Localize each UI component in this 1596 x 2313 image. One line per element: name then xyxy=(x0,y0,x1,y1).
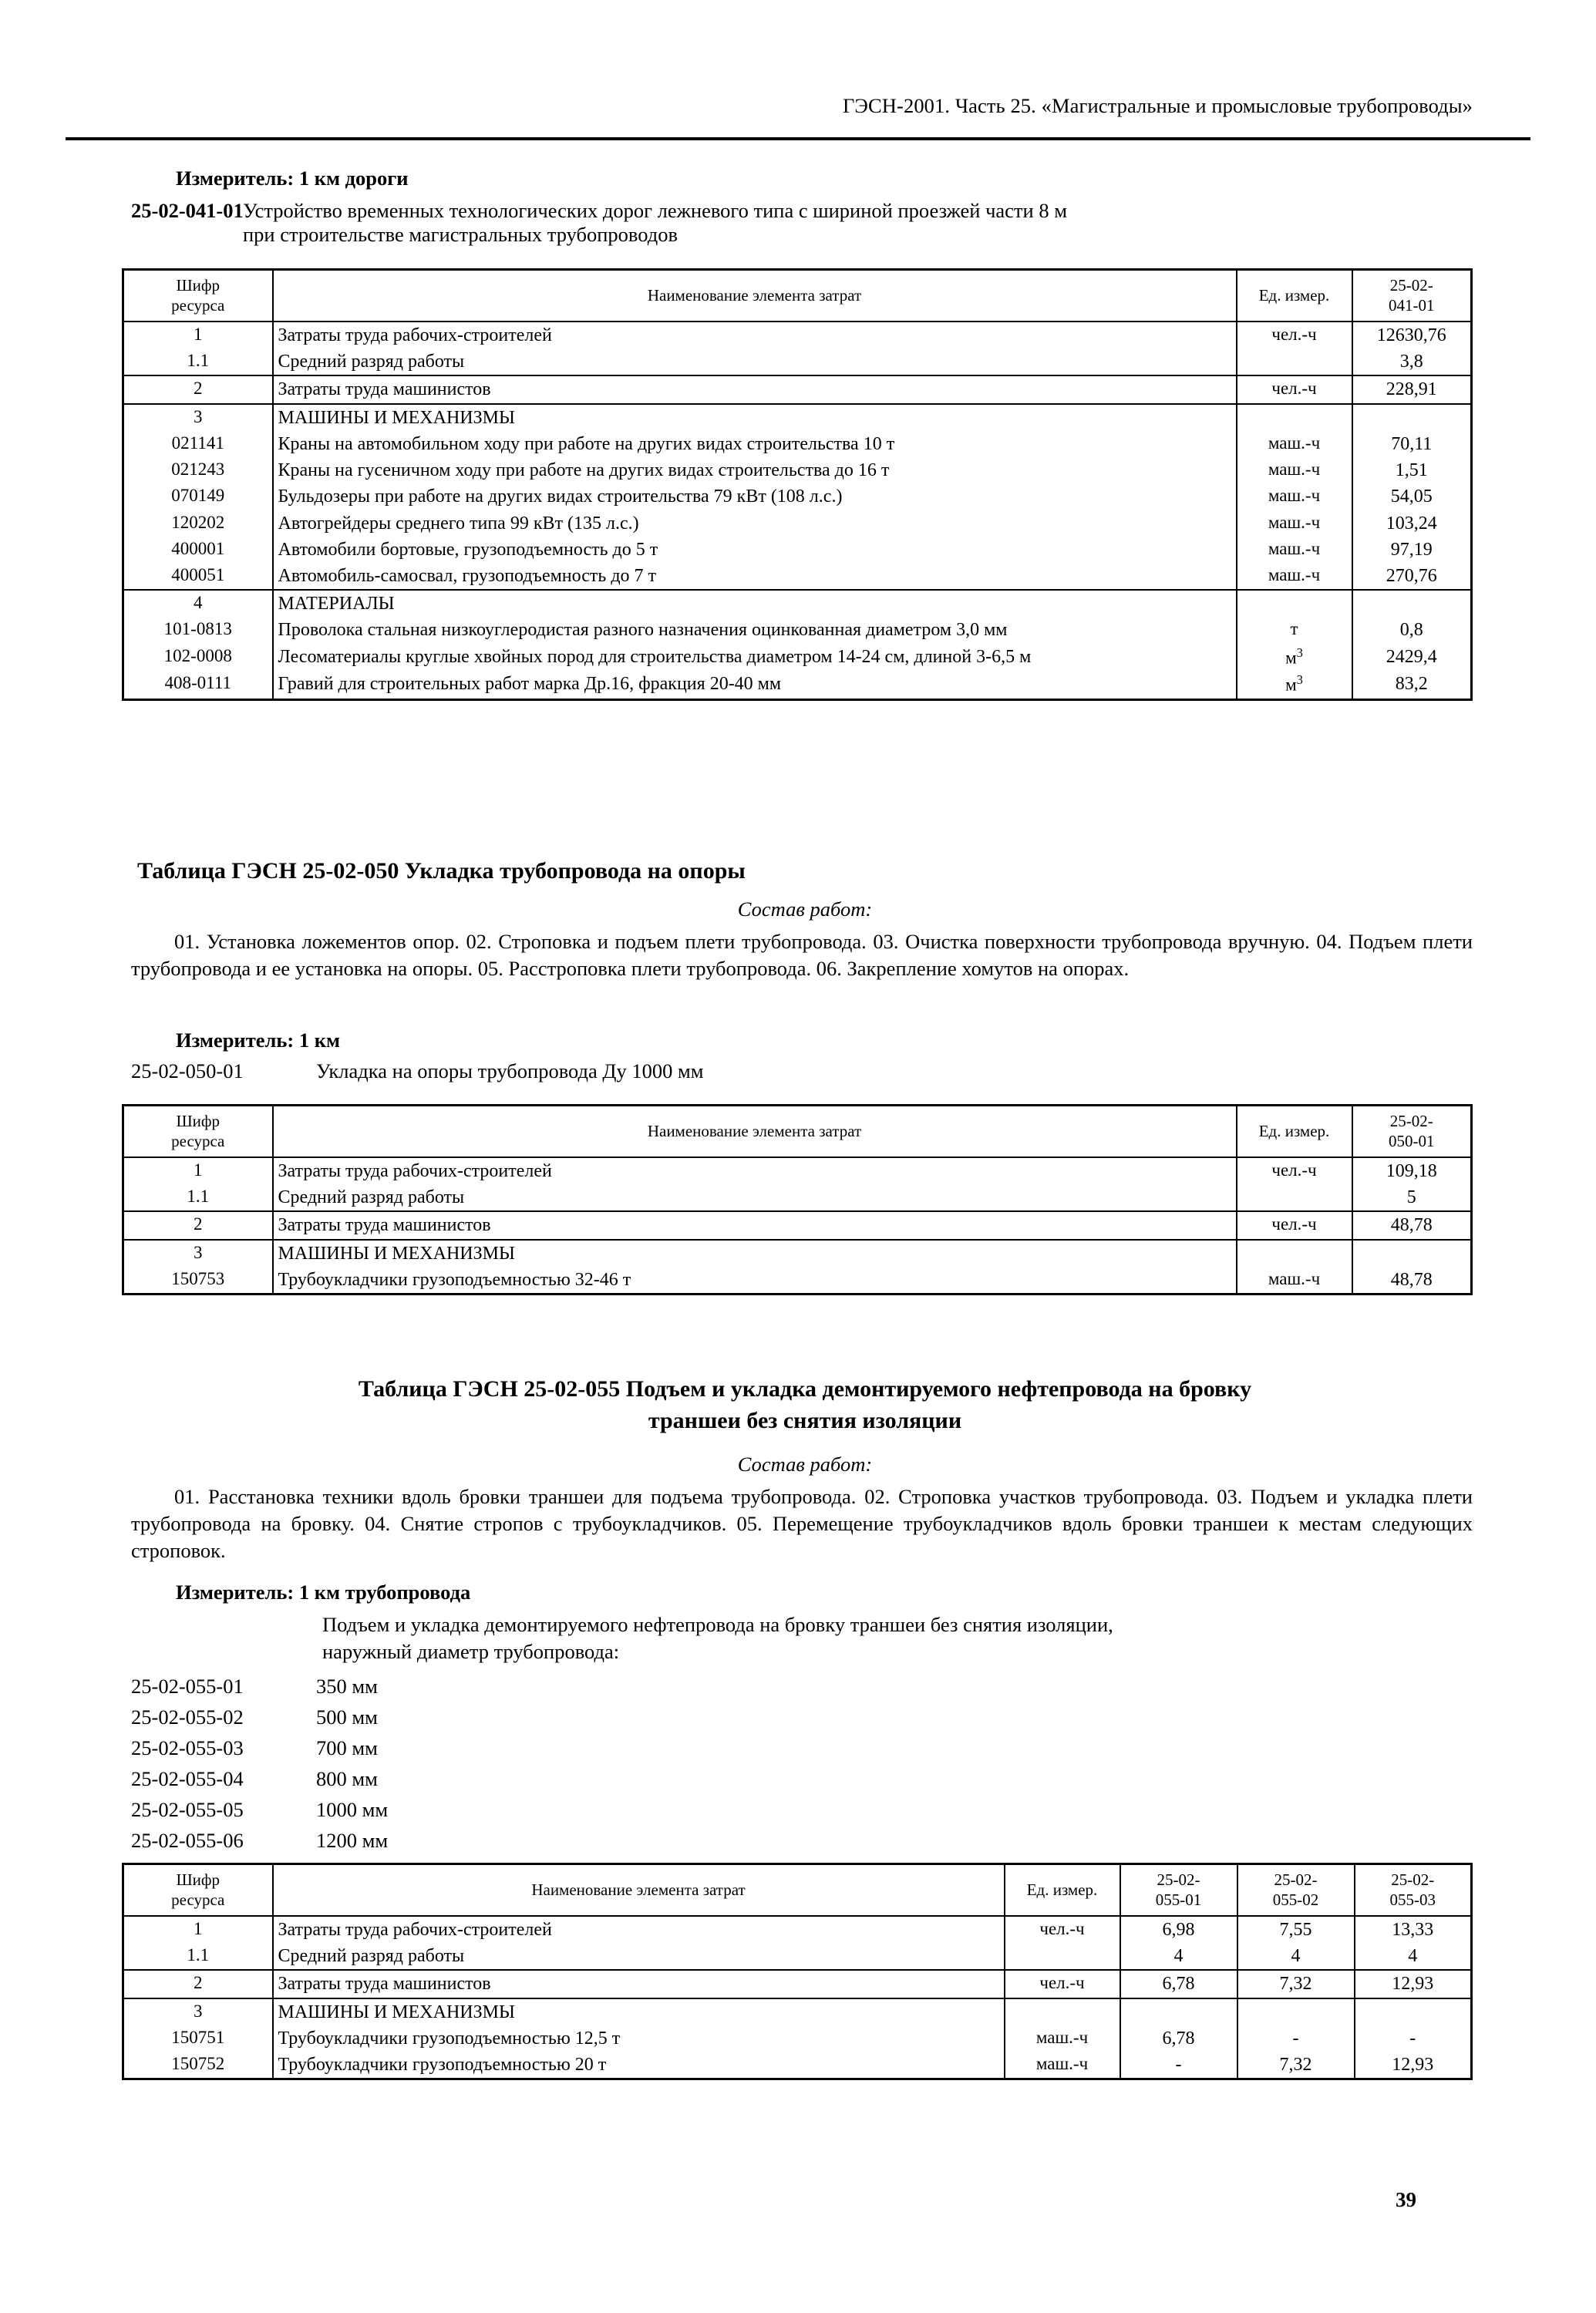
table-041 xyxy=(122,268,1473,701)
table-row xyxy=(123,1267,1472,1295)
variant-value: 800 мм xyxy=(316,1767,378,1790)
table-050-body xyxy=(123,1157,1472,1295)
th-value-3 xyxy=(1355,1864,1472,1916)
table-row xyxy=(123,348,1472,375)
cell-value-3: - xyxy=(1355,2025,1472,2052)
cell-value-1: 0,8 xyxy=(1352,617,1472,643)
cell-value-1: 5 xyxy=(1352,1184,1472,1211)
cell-resource-code: 3 xyxy=(123,404,273,431)
cell-resource-code: 101-0813 xyxy=(123,617,273,643)
cell-resource-code: 021141 xyxy=(123,431,273,457)
th-name: Наименование элемента затрат xyxy=(273,1106,1237,1157)
cell-unit: маш.-ч xyxy=(1237,483,1352,510)
cell-value-3 xyxy=(1355,1998,1472,2025)
th-code-line2: ресурса xyxy=(171,1132,225,1151)
cell-element-name: Проволока стальная низкоуглеродистая разного назначения оцинкованная диаметром 3,0 мм xyxy=(273,617,1237,643)
desc-041-01-line1: Устройство временных технологических дорог лежневого типа с шириной проезжей части 8 м xyxy=(243,199,1067,222)
variant-value: 1200 мм xyxy=(316,1829,389,1852)
variant-row xyxy=(131,1798,902,1829)
cell-resource-code: 1 xyxy=(123,1916,273,1943)
table-row xyxy=(123,1157,1472,1184)
cell-resource-code: 1.1 xyxy=(123,1943,273,1970)
cell-value-1 xyxy=(1352,1240,1472,1267)
cell-resource-code: 150751 xyxy=(123,2025,273,2052)
th-value-3-line2: 055-03 xyxy=(1389,1890,1436,1910)
cell-value-2: 4 xyxy=(1237,1943,1355,1970)
cell-value-3: 13,33 xyxy=(1355,1916,1472,1943)
cell-element-name: Трубоукладчики грузоподъемностью 32-46 т xyxy=(273,1267,1237,1295)
table-055-body xyxy=(123,1916,1472,2079)
cell-unit: маш.-ч xyxy=(1237,537,1352,563)
cell-value-3: 12,93 xyxy=(1355,2052,1472,2079)
cell-unit xyxy=(1237,348,1352,375)
cell-unit: чел.-ч xyxy=(1005,1916,1120,1943)
code-line-050-01 xyxy=(131,1059,704,1083)
cell-value-2: - xyxy=(1237,2025,1355,2052)
table-header-row xyxy=(123,1106,1472,1157)
cell-resource-code: 400051 xyxy=(123,563,273,590)
cell-element-name: Средний разряд работы xyxy=(273,348,1237,375)
table-050-head xyxy=(123,1106,1472,1157)
table-row xyxy=(123,404,1472,431)
cell-value-1: 97,19 xyxy=(1352,537,1472,563)
cell-resource-code: 070149 xyxy=(123,483,273,510)
cell-resource-code: 150753 xyxy=(123,1267,273,1295)
table-row xyxy=(123,2052,1472,2079)
th-code-line1: Шифр xyxy=(176,1112,221,1130)
table-row xyxy=(123,322,1472,348)
cell-value-1: 54,05 xyxy=(1352,483,1472,510)
variant-list-055 xyxy=(131,1675,902,1860)
cell-element-name: МАШИНЫ И МЕХАНИЗМЫ xyxy=(273,1998,1005,2025)
cell-unit xyxy=(1237,590,1352,617)
th-value-2-line1: 25-02- xyxy=(1274,1870,1318,1889)
cell-element-name: Затраты труда рабочих-строителей xyxy=(273,1157,1237,1184)
cell-unit xyxy=(1005,1943,1120,1970)
cell-unit: чел.-ч xyxy=(1005,1970,1120,1998)
cell-unit: маш.-ч xyxy=(1237,1267,1352,1295)
table-row xyxy=(123,510,1472,537)
variant-row xyxy=(131,1675,902,1705)
table-050 xyxy=(122,1104,1473,1295)
page-number: 39 xyxy=(1396,2188,1416,2211)
th-name: Наименование элемента затрат xyxy=(273,1864,1005,1916)
cell-unit: маш.-ч xyxy=(1237,431,1352,457)
cell-value-1 xyxy=(1120,1998,1237,2025)
cell-value-1: 4 xyxy=(1120,1943,1237,1970)
cell-unit: чел.-ч xyxy=(1237,1157,1352,1184)
cell-unit: $м^3$ xyxy=(1237,671,1352,699)
table-header-row xyxy=(123,1864,1472,1916)
cell-resource-code: 150752 xyxy=(123,2052,273,2079)
cell-resource-code: 3 xyxy=(123,1998,273,2025)
th-value-line2: 050-01 xyxy=(1389,1132,1435,1151)
code-041-01: 25-02-041-01 xyxy=(131,199,244,222)
section-title-055-line2: траншеи без снятия изоляции xyxy=(648,1407,962,1433)
cell-unit: маш.-ч xyxy=(1237,457,1352,483)
cell-resource-code: 2 xyxy=(123,375,273,403)
table-row xyxy=(123,483,1472,510)
variant-code: 25-02-055-01 xyxy=(131,1675,244,1698)
cell-unit: маш.-ч xyxy=(1237,510,1352,537)
cell-unit: маш.-ч xyxy=(1005,2052,1120,2079)
cell-element-name: Гравий для строительных работ марка Др.16, фракция 20-40 мм xyxy=(273,671,1237,699)
cell-element-name: Автомобили бортовые, грузоподъемность до 5 т xyxy=(273,537,1237,563)
table-row xyxy=(123,563,1472,590)
cell-unit: т xyxy=(1237,617,1352,643)
cell-resource-code: 1 xyxy=(123,1157,273,1184)
cell-element-name: МАТЕРИАЛЫ xyxy=(273,590,1237,617)
cell-resource-code: 3 xyxy=(123,1240,273,1267)
cell-element-name: Автогрейдеры среднего типа 99 кВт (135 л.с.) xyxy=(273,510,1237,537)
th-code-line2: ресурса xyxy=(171,1890,225,1910)
compose-label-050: Состав работ: xyxy=(737,897,873,921)
table-row xyxy=(123,431,1472,457)
variant-value: 350 мм xyxy=(316,1675,378,1698)
table-row xyxy=(123,1240,1472,1267)
section-title-050: Таблица ГЭСН 25-02-050 Укладка трубопровода на опоры xyxy=(137,858,746,884)
variant-code: 25-02-055-03 xyxy=(131,1736,244,1759)
table-row xyxy=(123,671,1472,699)
intro-055 xyxy=(322,1611,1473,1665)
measure-label-050: Измеритель: 1 км xyxy=(176,1029,341,1052)
cell-value-1: 70,11 xyxy=(1352,431,1472,457)
table-row xyxy=(123,457,1472,483)
measure-label-055: Измеритель: 1 км трубопровода xyxy=(176,1581,471,1604)
compose-label-055: Состав работ: xyxy=(737,1453,873,1476)
variant-code: 25-02-055-04 xyxy=(131,1767,244,1790)
cell-value-3: 4 xyxy=(1355,1943,1472,1970)
cell-element-name: Лесоматериалы круглые хвойных пород для строительства диаметром 14-24 см, длиной 3-6,5 м xyxy=(273,644,1237,672)
table-055 xyxy=(122,1863,1473,2080)
compose-text-050: 01. Установка ложементов опор. 02. Строповка и подъем плети трубопровода. 03. Очистка поверхности трубопровода вручную. 04. Подъем плети трубопровода и ее установка на опоры. 05. Расстроповка плети трубопровода. 06. Закрепление хомутов на опорах. xyxy=(131,930,1473,980)
cell-value-1: 6,78 xyxy=(1120,1970,1237,1998)
cell-unit xyxy=(1005,1998,1120,2025)
cell-resource-code: 2 xyxy=(123,1211,273,1239)
table-row xyxy=(123,644,1472,672)
cell-element-name: Трубоукладчики грузоподъемностью 20 т xyxy=(273,2052,1005,2079)
cell-element-name: МАШИНЫ И МЕХАНИЗМЫ xyxy=(273,1240,1237,1267)
table-row xyxy=(123,1970,1472,1998)
cell-value-1: 228,91 xyxy=(1352,375,1472,403)
cell-value-1: - xyxy=(1120,2052,1237,2079)
cell-value-1: 12630,76 xyxy=(1352,322,1472,348)
cell-element-name: Затраты труда рабочих-строителей xyxy=(273,1916,1005,1943)
variant-code: 25-02-055-05 xyxy=(131,1798,244,1821)
th-value-line2: 041-01 xyxy=(1389,296,1435,315)
cell-value-1: 6,98 xyxy=(1120,1916,1237,1943)
cell-value-1: 103,24 xyxy=(1352,510,1472,537)
cell-value-1: 6,78 xyxy=(1120,2025,1237,2052)
variant-code: 25-02-055-02 xyxy=(131,1705,244,1729)
cell-element-name: Затраты труда машинистов xyxy=(273,1211,1237,1239)
cell-unit: маш.-ч xyxy=(1005,2025,1120,2052)
table-row xyxy=(123,1916,1472,1943)
variant-code: 25-02-055-06 xyxy=(131,1829,244,1852)
cell-value-1: 1,51 xyxy=(1352,457,1472,483)
section-title-055-line1: Таблица ГЭСН 25-02-055 Подъем и укладка демонтируемого нефтепровода на бровку xyxy=(358,1376,1252,1402)
cell-value-2: 7,32 xyxy=(1237,1970,1355,1998)
cell-value-1: 270,76 xyxy=(1352,563,1472,590)
th-code xyxy=(123,1106,273,1157)
cell-resource-code: 021243 xyxy=(123,457,273,483)
cell-unit xyxy=(1237,1240,1352,1267)
cell-unit: чел.-ч xyxy=(1237,322,1352,348)
variant-row xyxy=(131,1736,902,1767)
cell-element-name: Затраты труда машинистов xyxy=(273,1970,1005,1998)
th-code-line2: ресурса xyxy=(171,296,225,315)
variant-value: 1000 мм xyxy=(316,1798,389,1821)
cell-value-1: 48,78 xyxy=(1352,1267,1472,1295)
measure-label-041: Измеритель: 1 км дороги xyxy=(176,167,409,190)
section-title-055 xyxy=(137,1374,1473,1436)
th-value-1-line2: 055-01 xyxy=(1155,1890,1202,1910)
th-value-2 xyxy=(1237,1864,1355,1916)
table-row xyxy=(123,1998,1472,2025)
th-code-line1: Шифр xyxy=(176,276,221,295)
cell-value-2: 7,32 xyxy=(1237,2052,1355,2079)
cell-value-1 xyxy=(1352,404,1472,431)
cell-element-name: Краны на гусеничном ходу при работе на других видах строительства до 16 т xyxy=(273,457,1237,483)
cell-element-name: Краны на автомобильном ходу при работе на других видах строительства 10 т xyxy=(273,431,1237,457)
cell-value-2 xyxy=(1237,1998,1355,2025)
th-code xyxy=(123,1864,273,1916)
table-row xyxy=(123,590,1472,617)
cell-value-1: 48,78 xyxy=(1352,1211,1472,1239)
cell-element-name: Бульдозеры при работе на других видах строительства 79 кВт (108 л.с.) xyxy=(273,483,1237,510)
table-row xyxy=(123,1184,1472,1211)
variant-row xyxy=(131,1829,902,1860)
th-value-line1: 25-02- xyxy=(1389,276,1433,295)
intro-055-line1: Подъем и укладка демонтируемого нефтепровода на бровку траншеи без снятия изоляции, xyxy=(322,1613,1113,1636)
desc-050-01: Укладка на опоры трубопровода Ду 1000 мм xyxy=(316,1059,704,1082)
cell-element-name: Средний разряд работы xyxy=(273,1184,1237,1211)
th-unit: Ед. измер. xyxy=(1005,1864,1120,1916)
cell-element-name: Затраты труда машинистов xyxy=(273,375,1237,403)
cell-element-name: Трубоукладчики грузоподъемностью 12,5 т xyxy=(273,2025,1005,2052)
th-value-2-line2: 055-02 xyxy=(1272,1890,1319,1910)
table-041-head xyxy=(123,270,1472,322)
cell-element-name: МАШИНЫ И МЕХАНИЗМЫ xyxy=(273,404,1237,431)
cell-unit: чел.-ч xyxy=(1237,1211,1352,1239)
th-value-line1: 25-02- xyxy=(1389,1112,1433,1130)
cell-unit: $м^3$ xyxy=(1237,644,1352,672)
th-code xyxy=(123,270,273,322)
cell-resource-code: 1 xyxy=(123,322,273,348)
compose-text-055: 01. Расстановка техники вдоль бровки траншеи для подъема трубопровода. 02. Строповка участков трубопровода. 03. Подъем и укладка плети трубопровода на бровку. 04. Снятие стропов с трубоукладчиков. 05. Перемещение трубоукладчиков вдоль бровки траншеи к местам следующих строповок. xyxy=(131,1485,1473,1562)
cell-value-3: 12,93 xyxy=(1355,1970,1472,1998)
cell-value-1 xyxy=(1352,590,1472,617)
cell-element-name: Автомобиль-самосвал, грузоподъемность до 7 т xyxy=(273,563,1237,590)
variant-value: 700 мм xyxy=(316,1736,378,1759)
intro-055-line2: наружный диаметр трубопровода: xyxy=(322,1639,620,1663)
cell-resource-code: 102-0008 xyxy=(123,644,273,672)
cell-element-name: Затраты труда рабочих-строителей xyxy=(273,322,1237,348)
cell-resource-code: 1.1 xyxy=(123,348,273,375)
desc-041-01 xyxy=(243,199,1461,247)
cell-value-2: 7,55 xyxy=(1237,1916,1355,1943)
table-row xyxy=(123,1211,1472,1239)
table-041-body xyxy=(123,322,1472,700)
cell-element-name: Средний разряд работы xyxy=(273,1943,1005,1970)
table-row xyxy=(123,2025,1472,2052)
table-row xyxy=(123,375,1472,403)
cell-value-1: 83,2 xyxy=(1352,671,1472,699)
th-value xyxy=(1352,270,1472,322)
cell-resource-code: 120202 xyxy=(123,510,273,537)
th-value-3-line1: 25-02- xyxy=(1391,1870,1435,1889)
cell-unit xyxy=(1237,404,1352,431)
running-header: ГЭСН-2001. Часть 25. «Магистральные и промысловые трубопроводы» xyxy=(843,94,1473,117)
cell-resource-code: 2 xyxy=(123,1970,273,1998)
cell-unit: маш.-ч xyxy=(1237,563,1352,590)
th-value-1-line1: 25-02- xyxy=(1157,1870,1200,1889)
cell-resource-code: 400001 xyxy=(123,537,273,563)
code-050-01: 25-02-050-01 xyxy=(131,1059,244,1082)
table-header-row xyxy=(123,270,1472,322)
variant-row xyxy=(131,1767,902,1798)
cell-resource-code: 408-0111 xyxy=(123,671,273,699)
th-name: Наименование элемента затрат xyxy=(273,270,1237,322)
header-rule xyxy=(66,137,1530,140)
th-value xyxy=(1352,1106,1472,1157)
th-code-line1: Шифр xyxy=(176,1870,221,1889)
variant-row xyxy=(131,1705,902,1736)
cell-unit: чел.-ч xyxy=(1237,375,1352,403)
cell-resource-code: 1.1 xyxy=(123,1184,273,1211)
th-unit: Ед. измер. xyxy=(1237,270,1352,322)
th-value-1 xyxy=(1120,1864,1237,1916)
desc-041-01-line2: при строительстве магистральных трубопроводов xyxy=(243,223,678,246)
cell-resource-code: 4 xyxy=(123,590,273,617)
cell-value-1: 2429,4 xyxy=(1352,644,1472,672)
table-row xyxy=(123,1943,1472,1970)
table-055-head xyxy=(123,1864,1472,1916)
cell-unit xyxy=(1237,1184,1352,1211)
cell-value-1: 109,18 xyxy=(1352,1157,1472,1184)
table-row xyxy=(123,537,1472,563)
variant-value: 500 мм xyxy=(316,1705,378,1729)
table-row xyxy=(123,617,1472,643)
th-unit: Ед. измер. xyxy=(1237,1106,1352,1157)
cell-value-1: 3,8 xyxy=(1352,348,1472,375)
